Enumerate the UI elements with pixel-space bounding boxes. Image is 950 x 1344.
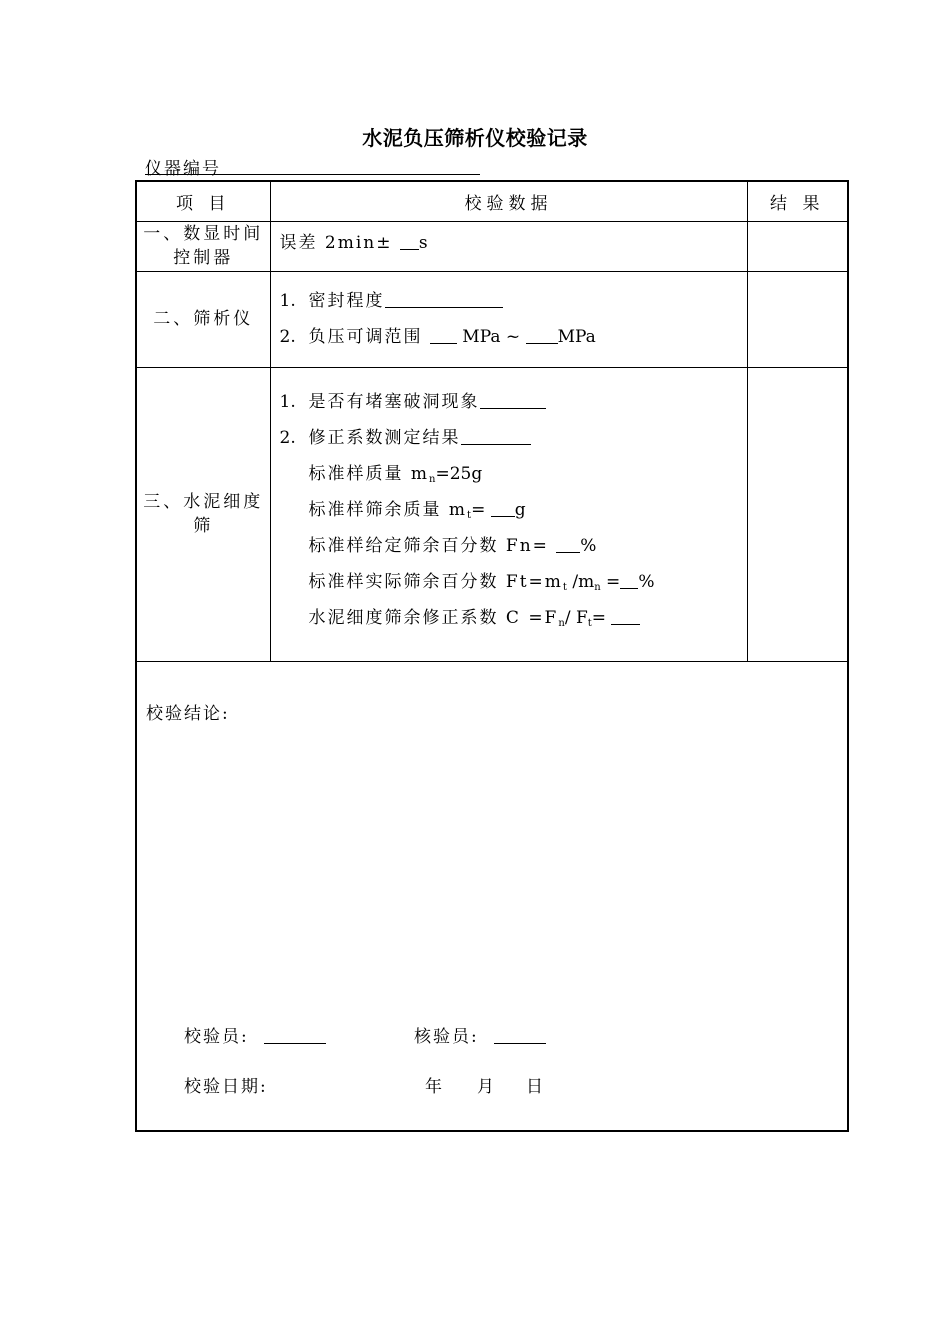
date-label: 校验日期:: [184, 1076, 268, 1097]
pressure-unit: MPa: [557, 327, 596, 347]
sieve-item1-num: 1.: [279, 291, 296, 311]
conclusion-label: 校验结论:: [146, 703, 230, 724]
conclusion-cell[interactable]: [136, 661, 848, 1131]
coef-blank[interactable]: [611, 606, 640, 625]
reviewer-label: 核验员:: [414, 1026, 479, 1047]
item-fineness-line1: 三、水泥细度: [143, 492, 264, 512]
inspector-blank[interactable]: [264, 1025, 326, 1044]
item-timer-line2: 控制器: [173, 248, 234, 268]
data-fineness-sieve: [270, 367, 747, 661]
actual-pct-sub2: n: [594, 582, 601, 593]
fineness-item2-num: 2.: [279, 428, 296, 448]
instrument-no-field[interactable]: [145, 174, 480, 175]
coef-sub2: t: [587, 618, 592, 629]
coef-label: 水泥细度筛余修正系数 C =F: [308, 608, 559, 628]
given-pct-unit: %: [580, 536, 597, 556]
page-title: 水泥负压筛析仪校验记录: [362, 126, 588, 150]
residue-mass-eq: =: [471, 500, 491, 520]
pressure-mid-text: MPa ~: [456, 327, 526, 347]
header-row: [136, 181, 848, 221]
row-sieve-analyzer: [136, 271, 848, 367]
residue-mass-blank[interactable]: [491, 498, 515, 517]
timer-error-unit: s: [418, 232, 428, 253]
std-mass-sub: n: [429, 474, 436, 485]
row-fineness-sieve: [136, 367, 848, 661]
correction-result-label: 修正系数测定结果: [308, 428, 461, 448]
header-item: 项 目: [136, 181, 270, 221]
calibration-table: [135, 180, 849, 1132]
timer-error-label: 误差 2min±: [279, 232, 400, 253]
correction-result-blank[interactable]: [461, 426, 531, 445]
std-mass-value: =25g: [435, 464, 483, 484]
std-mass-label: 标准样质量 m: [308, 464, 430, 484]
inspector-row: [184, 1022, 326, 1047]
blockage-label: 是否有堵塞破洞现象: [308, 392, 480, 412]
actual-pct-label: 标准样实际筛余百分数 Ft=m: [308, 572, 563, 592]
item-fineness-line2: 筛: [193, 516, 214, 536]
item-sieve-analyzer: 二、筛析仪: [136, 271, 270, 367]
coef-eq: =: [591, 608, 612, 628]
actual-pct-unit: %: [638, 572, 655, 592]
header-data: 校验数据: [270, 181, 747, 221]
pressure-max-blank[interactable]: [526, 325, 558, 344]
inspector-label: 校验员:: [184, 1026, 249, 1047]
result-sieve-analyzer[interactable]: [747, 271, 848, 367]
header-result: 结 果: [747, 181, 848, 221]
item-timer-controller: [136, 221, 270, 271]
row-timer-controller: [136, 221, 848, 271]
reviewer-row: [414, 1022, 546, 1047]
row-conclusion: [136, 661, 848, 1131]
result-timer-controller[interactable]: [747, 221, 848, 271]
coef-mid: / F: [564, 608, 588, 628]
result-fineness-sieve[interactable]: [747, 367, 848, 661]
actual-pct-sub1: t: [562, 582, 567, 593]
date-day: 日: [526, 1076, 545, 1097]
seal-degree-label: 密封程度: [308, 291, 385, 311]
date-month: 月: [477, 1076, 496, 1097]
fineness-item1-num: 1.: [279, 392, 296, 412]
pressure-min-blank[interactable]: [430, 325, 457, 344]
instrument-no-label: 仪器编号: [145, 159, 221, 179]
seal-degree-blank[interactable]: [385, 289, 503, 308]
actual-pct-blank[interactable]: [620, 570, 638, 589]
residue-mass-sub: t: [467, 510, 472, 521]
reviewer-blank[interactable]: [494, 1025, 546, 1044]
data-sieve-analyzer: [270, 271, 747, 367]
residue-mass-label: 标准样筛余质量 m: [308, 500, 468, 520]
item-fineness-sieve: [136, 367, 270, 661]
item-timer-line1: 一、数显时间: [143, 224, 264, 244]
given-pct-blank[interactable]: [556, 534, 580, 553]
date-year: 年: [425, 1076, 444, 1097]
actual-pct-eq: =: [600, 572, 621, 592]
actual-pct-mid: /m: [566, 572, 595, 592]
timer-error-blank[interactable]: [400, 231, 419, 250]
coef-sub1: n: [558, 618, 565, 629]
given-pct-label: 标准样给定筛余百分数 Fn=: [308, 536, 557, 556]
pressure-range-label: 负压可调范围: [308, 327, 430, 347]
data-timer-controller: [270, 221, 747, 271]
residue-mass-unit: g: [514, 500, 526, 520]
blockage-blank[interactable]: [480, 390, 546, 409]
sieve-item2-num: 2.: [279, 327, 296, 347]
